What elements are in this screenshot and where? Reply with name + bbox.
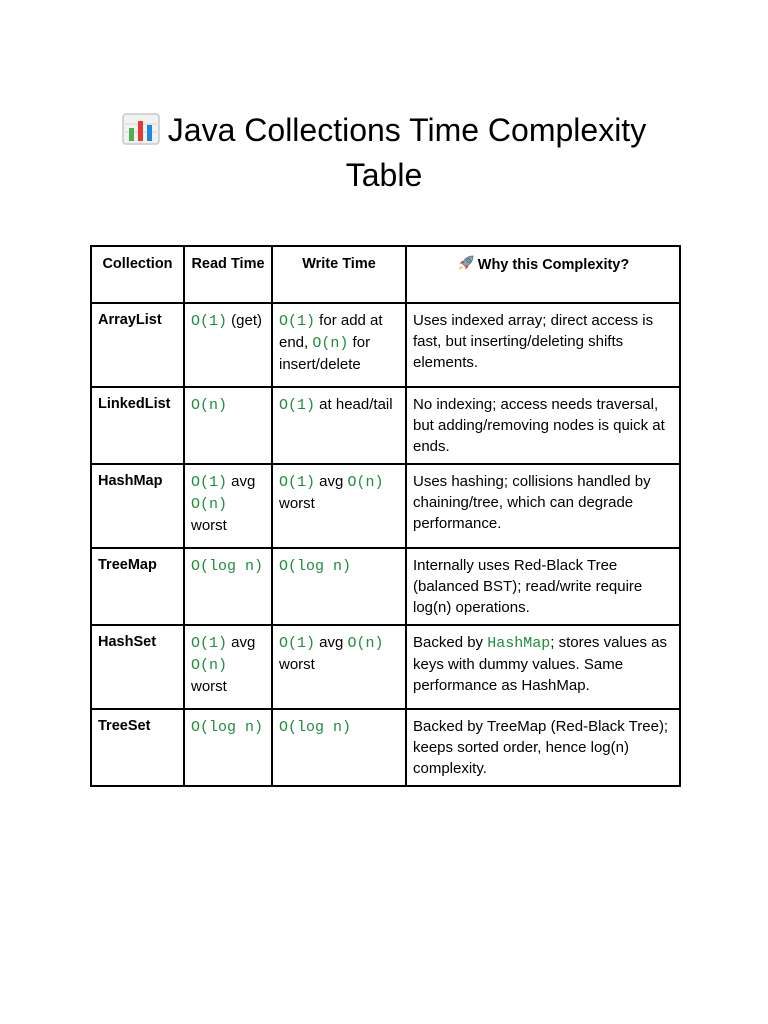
- cell-text: Uses hashing; collisions handled by chaining/tree, which can degrade performance.: [413, 473, 651, 532]
- cell-text: (get): [227, 312, 263, 329]
- header-write-time: Write Time: [272, 246, 406, 303]
- read-time-cell: [184, 387, 272, 464]
- complexity-code: O(n): [191, 397, 228, 414]
- why-cell: [406, 387, 680, 464]
- table-row: [91, 387, 680, 464]
- header-why-label: Why this Complexity?: [477, 257, 630, 273]
- read-time-cell: [184, 709, 272, 786]
- complexity-code: O(1): [191, 474, 228, 491]
- table-header-row: [91, 246, 680, 303]
- cell-text: worst: [191, 678, 227, 695]
- cell-text: Backed by TreeMap (Red-Black Tree); keeps sorted order, hence log(n) complexity.: [413, 718, 669, 777]
- complexity-table: [90, 245, 681, 787]
- why-cell: [406, 303, 680, 387]
- page-title: [84, 108, 684, 198]
- complexity-code: O(1): [279, 397, 316, 414]
- complexity-code: O(log n): [279, 719, 352, 736]
- cell-text: at head/tail: [315, 396, 393, 413]
- complexity-code: O(n): [347, 635, 384, 652]
- collection-name: HashSet: [91, 625, 184, 709]
- write-time-cell: [272, 464, 406, 548]
- collection-name: HashMap: [91, 464, 184, 548]
- complexity-code: O(n): [191, 496, 228, 513]
- table-row: [91, 303, 680, 387]
- collection-name: LinkedList: [91, 387, 184, 464]
- complexity-code: O(n): [312, 335, 349, 352]
- write-time-cell: [272, 709, 406, 786]
- why-cell: [406, 709, 680, 786]
- collection-name: ArrayList: [91, 303, 184, 387]
- cell-text: Internally uses Red-Black Tree (balanced BST); read/write require log(n) operations.: [413, 557, 643, 616]
- complexity-code: HashMap: [487, 635, 551, 652]
- header-collection: Collection: [91, 246, 184, 303]
- read-time-cell: [184, 625, 272, 709]
- table-row: [91, 464, 680, 548]
- cell-text: Uses indexed array; direct access is fast, but inserting/deleting shifts elements.: [413, 312, 654, 371]
- write-time-cell: [272, 548, 406, 625]
- cell-text: avg: [227, 473, 256, 490]
- page-title-text: Java Collections Time Complexity Table: [167, 112, 647, 193]
- complexity-code: O(n): [347, 474, 384, 491]
- complexity-code: O(1): [191, 313, 228, 330]
- cell-text: worst: [191, 517, 227, 534]
- why-cell: [406, 625, 680, 709]
- complexity-code: O(1): [279, 313, 316, 330]
- bar-chart-icon: [122, 113, 160, 145]
- why-cell: [406, 548, 680, 625]
- cell-text: avg: [227, 634, 256, 651]
- cell-text: Backed by: [413, 634, 488, 651]
- table-row: [91, 548, 680, 625]
- complexity-code: O(1): [279, 474, 316, 491]
- complexity-code: O(n): [191, 657, 228, 674]
- cell-text: for add at end,: [279, 312, 383, 351]
- complexity-code: O(log n): [279, 558, 352, 575]
- read-time-cell: [184, 464, 272, 548]
- cell-text: worst: [279, 656, 315, 673]
- cell-text: avg: [315, 473, 348, 490]
- collection-name: TreeSet: [91, 709, 184, 786]
- write-time-cell: [272, 625, 406, 709]
- cell-text: worst: [279, 495, 315, 512]
- why-cell: [406, 464, 680, 548]
- write-time-cell: [272, 387, 406, 464]
- collection-name: TreeMap: [91, 548, 184, 625]
- cell-text: avg: [315, 634, 348, 651]
- cell-text: ; stores values as keys with dummy values. Same performance as HashMap.: [413, 634, 667, 694]
- cell-text: No indexing; access needs traversal, but adding/removing nodes is quick at ends.: [413, 396, 665, 455]
- complexity-code: O(log n): [191, 719, 264, 736]
- read-time-cell: [184, 548, 272, 625]
- table-row: [91, 625, 680, 709]
- table-row: [91, 709, 680, 786]
- complexity-code: O(1): [191, 635, 228, 652]
- complexity-code: O(log n): [191, 558, 264, 575]
- cell-text: for insert/delete: [279, 334, 371, 373]
- header-why: [406, 246, 680, 303]
- read-time-cell: [184, 303, 272, 387]
- header-read-time: Read Time: [184, 246, 272, 303]
- write-time-cell: [272, 303, 406, 387]
- rocket-icon: [457, 254, 475, 272]
- complexity-code: O(1): [279, 635, 316, 652]
